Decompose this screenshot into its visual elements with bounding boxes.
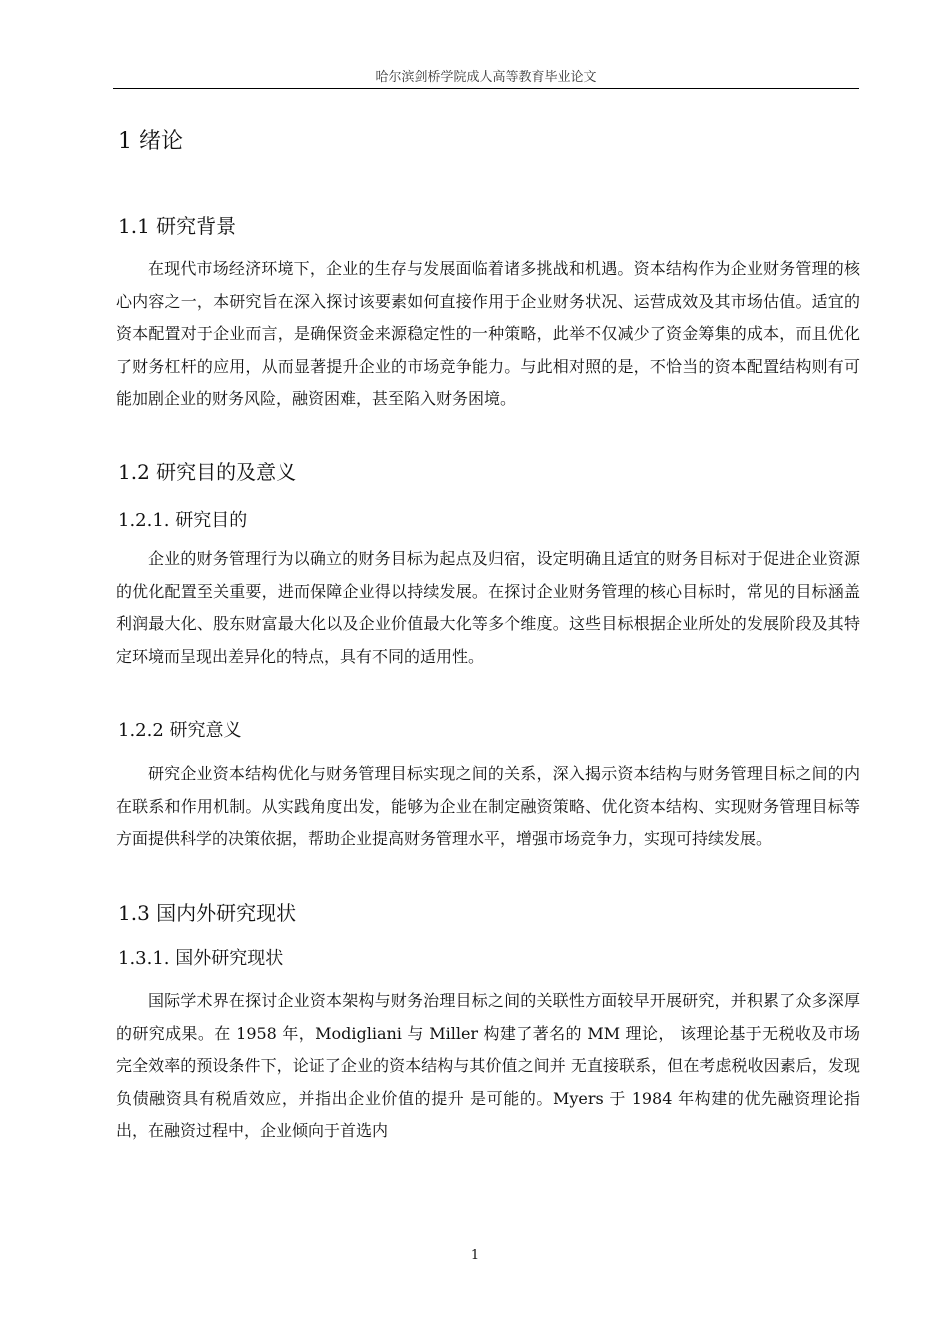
subsection-heading-1-3-1: 1.3.1. 国外研究现状	[118, 948, 284, 969]
subsection-heading-1-2-2: 1.2.2 研究意义	[118, 720, 242, 741]
section-heading-1-1: 1.1 研究背景	[118, 214, 237, 238]
header-divider	[113, 88, 859, 89]
chapter-title: 1 绪论	[118, 129, 183, 154]
page-number: 1	[470, 1248, 480, 1263]
paragraph-research-background: 在现代市场经济环境下，企业的生存与发展面临着诸多挑战和机遇。资本结构作为企业财务管理的核心内容之一，本研究旨在深入探讨该要素如何直接作用于企业财务状况、运营成效及其市场估值。适宜的资本配置对于企业而言，是确保资金来源稳定性的一种策略，此举不仅减少了资金筹集的成本，而且优化了财务杠杆的应用，从而显著提升企业的市场竞争能力。与此相对照的是，不恰当的资本配置结构则有可能加剧企业的财务风险，融资困难，甚至陷入财务困境。	[116, 259, 860, 408]
paragraph-research-purpose: 企业的财务管理行为以确立的财务目标为起点及归宿，设定明确且适宜的财务目标对于促进企业资源的优化配置至关重要，进而保障企业得以持续发展。在探讨企业财务管理的核心目标时，常见的目标涵盖利润最大化、股东财富最大化以及企业价值最大化等多个维度。这些目标根据企业所处的发展阶段及其特定环境而呈现出差异化的特点，具有不同的适用性。	[116, 549, 860, 666]
paragraph-foreign-research: 国际学术界在探讨企业资本架构与财务治理目标之间的关联性方面较早开展研究，并积累了众多深厚的研究成果。在 1958 年，Modigliani 与 Miller 构建了著名的 MM 理论， 该理论基于无税收及市场完全效率的预设条件下，论证了企业的资本结构与其价值之间并 无直接联系，但在考虑税收因素后，发现负债融资具有税盾效应，并指出企业价值的提升 是可能的。Myers 于 1984 年构建的优先融资理论指出，在融资过程中，企业倾向于首选内	[116, 991, 860, 1140]
subsection-heading-1-2-1: 1.2.1. 研究目的	[118, 510, 248, 531]
running-header: 哈尔滨剑桥学院成人高等教育毕业论文	[375, 70, 597, 85]
paragraph-research-significance: 研究企业资本结构优化与财务管理目标实现之间的关系，深入揭示资本结构与财务管理目标之间的内在联系和作用机制。从实践角度出发，能够为企业在制定融资策略、优化资本结构、实现财务管理目标等方面提供科学的决策依据，帮助企业提高财务管理水平，增强市场竞争力，实现可持续发展。	[116, 764, 860, 848]
section-heading-1-3: 1.3 国内外研究现状	[118, 901, 297, 925]
section-heading-1-2: 1.2 研究目的及意义	[118, 460, 297, 484]
